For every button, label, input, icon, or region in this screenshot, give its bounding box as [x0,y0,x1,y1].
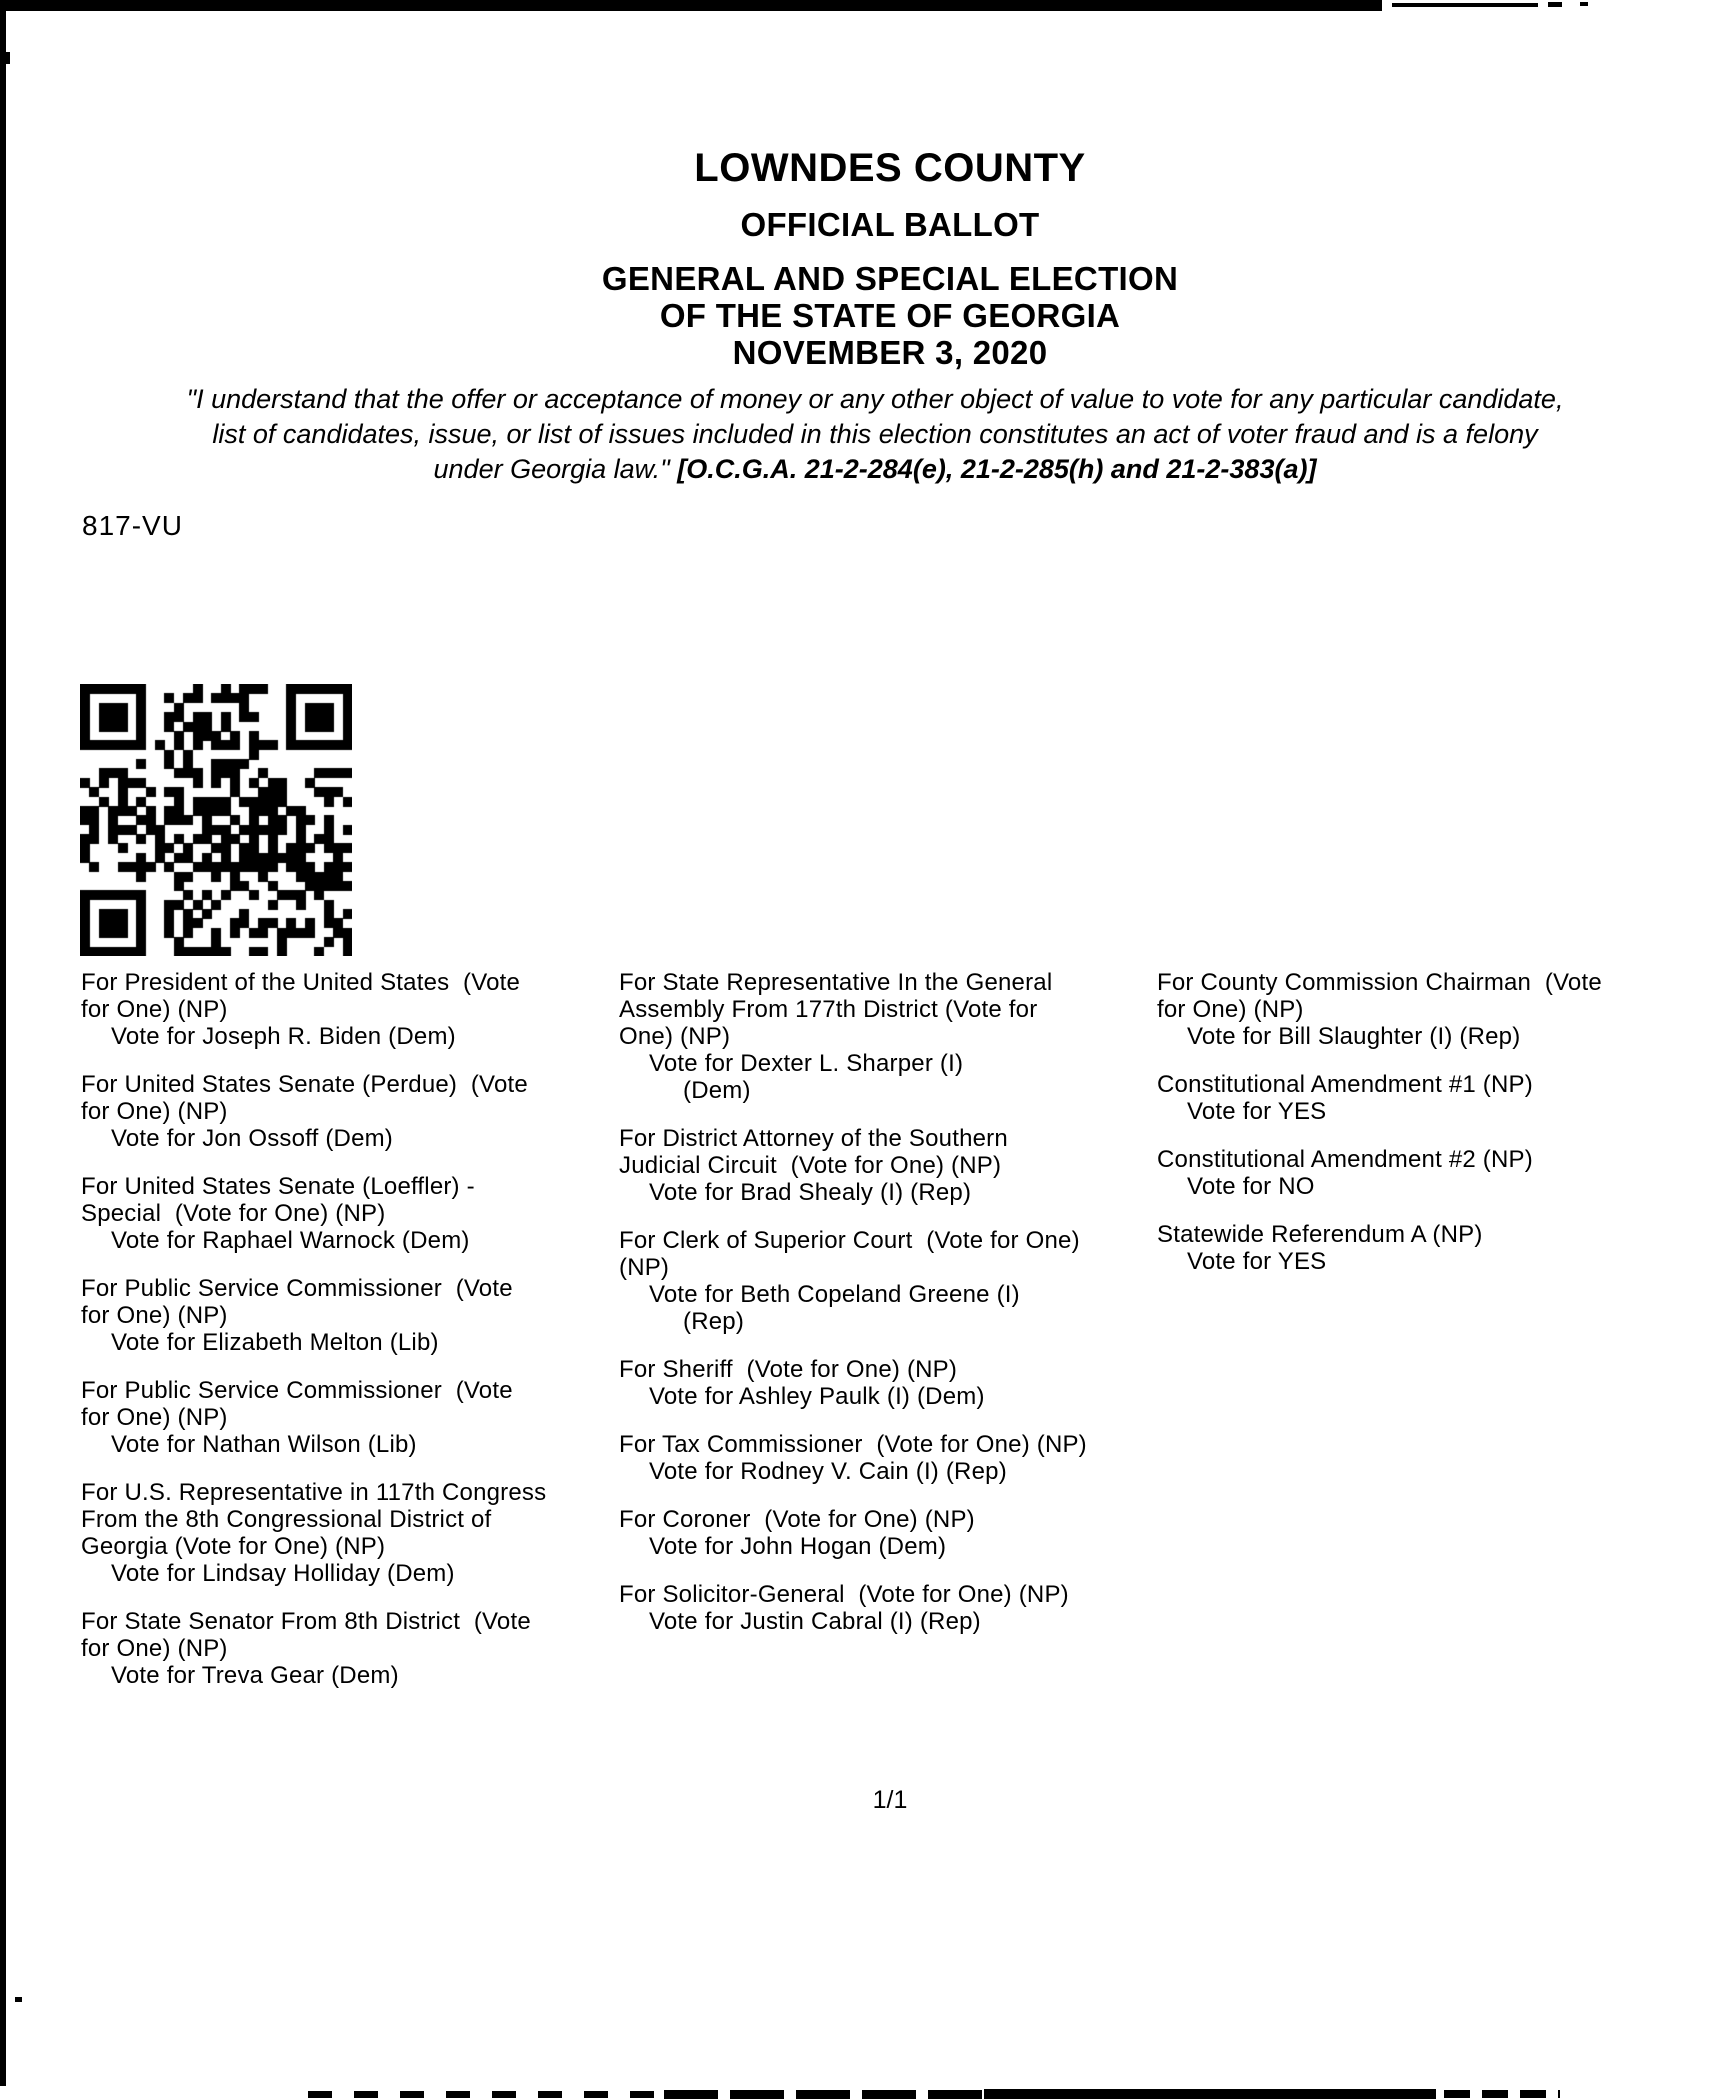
top-edge-tick [1548,2,1562,7]
contest-title-line: For U.S. Representative in 117th Congress [81,1479,547,1506]
contest [619,1581,1129,1635]
contest [81,1479,591,1587]
contest-vote-line: (Dem) [683,1077,751,1104]
contest-vote-line: Vote for Nathan Wilson (Lib) [111,1431,417,1458]
contest-title-line: From the 8th Congressional District of [81,1506,492,1533]
disclaimer-line [40,452,1710,487]
contest [619,1227,1129,1335]
contest [1157,1146,1667,1200]
contest [1157,1221,1667,1275]
contest-vote-line: Vote for YES [1187,1248,1327,1275]
contest-vote-line: Vote for Brad Shealy (I) (Rep) [649,1179,972,1206]
contest [81,969,591,1050]
disclaimer-line-prefix: under Georgia law." [433,454,678,484]
contest-title-line: For Sheriff (Vote for One) (NP) [619,1356,958,1383]
contest [81,1173,591,1254]
bottom-edge-marks [664,2090,984,2099]
contest [81,1608,591,1689]
bottom-edge-marks [1444,2090,1560,2098]
contest-title-line: for One) (NP) [81,1404,228,1431]
contest-title-line: One) (NP) [619,1023,731,1050]
contest-title-line: (NP) [619,1254,670,1281]
contest-title-line: for One) (NP) [1157,996,1304,1023]
contest-vote-line: Vote for Elizabeth Melton (Lib) [111,1329,439,1356]
contest-title-line: For District Attorney of the Southern [619,1125,1008,1152]
contest-vote-line: Vote for Bill Slaughter (I) (Rep) [1187,1023,1521,1050]
official-ballot-title: OFFICIAL BALLOT [740,206,1040,243]
scan-speck [15,1997,22,2002]
contest-vote-line: Vote for Joseph R. Biden (Dem) [111,1023,456,1050]
top-edge-bar [0,0,1382,11]
election-date: NOVEMBER 3, 2020 [732,334,1048,371]
contest [619,1356,1129,1410]
bottom-edge-bar [984,2089,1436,2099]
contest [81,1275,591,1356]
contest-vote-line: Vote for Jon Ossoff (Dem) [111,1125,393,1152]
contest-vote-line: (Rep) [683,1308,745,1335]
contest [619,1506,1129,1560]
contest-title-line: For Public Service Commissioner (Vote [81,1377,513,1404]
contest-title-line: For County Commission Chairman (Vote [1157,969,1602,996]
disclaimer-line: list of candidates, issue, or list of issues included in this election constitutes an act of voter fraud and is a felony [212,419,1538,449]
contest-title-line: Statewide Referendum A (NP) [1157,1221,1483,1248]
contest-title-line: Constitutional Amendment #2 (NP) [1157,1146,1533,1173]
ballot-style-code: 817-VU [82,510,183,541]
contest-title-line: for One) (NP) [81,1098,228,1125]
contest-column [81,969,591,1710]
contest-vote-line: Vote for Beth Copeland Greene (I) [649,1281,1020,1308]
ballot-header [55,146,1725,371]
legal-citation: [O.C.G.A. 21-2-284(e), 21-2-285(h) and 21-2-383(a)] [677,454,1317,484]
contest-title-line: for One) (NP) [81,1302,228,1329]
contest-title-line: Judicial Circuit (Vote for One) (NP) [619,1152,1002,1179]
bottom-edge-marks [308,2091,664,2098]
election-title [55,260,1725,371]
contest [1157,1071,1667,1125]
contest-title-line: Assembly From 177th District (Vote for [619,996,1038,1023]
contest-title-line: Constitutional Amendment #1 (NP) [1157,1071,1533,1098]
contest-title-line: For State Representative In the General [619,969,1053,996]
top-edge-line [1392,3,1538,7]
contest-vote-line: Vote for Raphael Warnock (Dem) [111,1227,470,1254]
contest-vote-line: Vote for Rodney V. Cain (I) (Rep) [649,1458,1007,1485]
contest [619,1125,1129,1206]
election-title-line: OF THE STATE OF GEORGIA [659,297,1121,334]
contest-vote-line: Vote for Treva Gear (Dem) [111,1662,399,1689]
qr-code [80,684,352,956]
contest-vote-line: Vote for Lindsay Holliday (Dem) [111,1560,455,1587]
contest [81,1377,591,1458]
contest-title-line: For Clerk of Superior Court (Vote for One) [619,1227,1080,1254]
contest [619,969,1129,1104]
page-number: 1/1 [872,1786,908,1814]
contest-title-line: Georgia (Vote for One) (NP) [81,1533,386,1560]
contest-vote-line: Vote for YES [1187,1098,1327,1125]
contest-title-line: For United States Senate (Perdue) (Vote [81,1071,528,1098]
contest [619,1431,1129,1485]
left-edge-bar [0,8,6,2086]
disclaimer-line: "I understand that the offer or acceptance of money or any other object of value to vote for any particular candidate, [186,384,1564,414]
contest-vote-line: Vote for Justin Cabral (I) (Rep) [649,1608,981,1635]
contest-title-line: For United States Senate (Loeffler) - [81,1173,475,1200]
contest [81,1071,591,1152]
contest-title-line: For Coroner (Vote for One) (NP) [619,1506,975,1533]
contest-title-line: For President of the United States (Vote [81,969,521,996]
county-title: LOWNDES COUNTY [694,146,1086,190]
contest-title-line: For Public Service Commissioner (Vote [81,1275,513,1302]
contest-title-line: Special (Vote for One) (NP) [81,1200,386,1227]
election-title-line: GENERAL AND SPECIAL ELECTION [601,260,1179,297]
contest-columns [81,969,1667,1710]
top-edge-tick [1580,2,1588,6]
fraud-disclaimer [40,382,1710,487]
left-edge-notch [0,52,10,64]
contest-title-line: For Tax Commissioner (Vote for One) (NP) [619,1431,1087,1458]
contest-title-line: For Solicitor-General (Vote for One) (NP) [619,1581,1069,1608]
contest-vote-line: Vote for Ashley Paulk (I) (Dem) [649,1383,985,1410]
contest [1157,969,1667,1050]
contest-column [1157,969,1667,1296]
contest-column [619,969,1129,1656]
contest-title-line: for One) (NP) [81,1635,228,1662]
contest-title-line: for One) (NP) [81,996,228,1023]
contest-title-line: For State Senator From 8th District (Vote [81,1608,531,1635]
contest-vote-line: Vote for NO [1187,1173,1315,1200]
contest-vote-line: Vote for John Hogan (Dem) [649,1533,947,1560]
contest-vote-line: Vote for Dexter L. Sharper (I) [649,1050,964,1077]
